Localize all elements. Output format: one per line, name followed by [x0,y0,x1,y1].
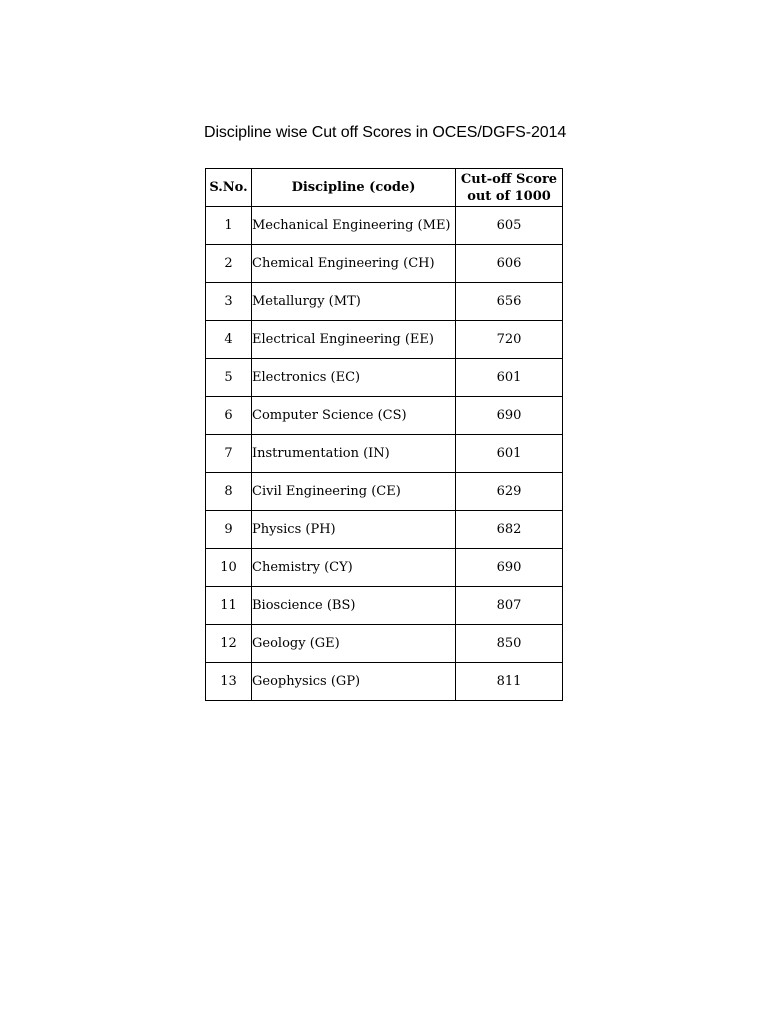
cell-sno: 5 [206,359,252,397]
table-row [206,321,563,359]
table-row [206,511,563,549]
header-score-line1: Cut-off Score [460,171,558,187]
cell-sno: 13 [206,663,252,701]
cell-discipline: Mechanical Engineering (ME) [252,207,456,245]
cell-discipline: Physics (PH) [252,511,456,549]
cell-score: 690 [456,397,563,435]
header-discipline: Discipline (code) [252,169,456,207]
table-row [206,473,563,511]
cell-sno: 4 [206,321,252,359]
header-score-line2: out of 1000 [467,188,551,204]
cell-sno: 6 [206,397,252,435]
cell-discipline: Chemistry (CY) [252,549,456,587]
document-title: Discipline wise Cut off Scores in OCES/DGFS-2014 [204,124,567,141]
cell-discipline: Geology (GE) [252,625,456,663]
cell-discipline: Bioscience (BS) [252,587,456,625]
cell-sno: 12 [206,625,252,663]
cell-discipline: Instrumentation (IN) [252,435,456,473]
cell-discipline: Chemical Engineering (CH) [252,245,456,283]
table-row [206,587,563,625]
cutoff-table [205,168,563,701]
cell-discipline: Metallurgy (MT) [252,283,456,321]
table-row [206,245,563,283]
cell-score: 720 [456,321,563,359]
cell-score: 601 [456,359,563,397]
cell-sno: 10 [206,549,252,587]
cell-score: 629 [456,473,563,511]
cell-score: 606 [456,245,563,283]
table-row [206,663,563,701]
cell-discipline: Electronics (EC) [252,359,456,397]
cell-discipline: Computer Science (CS) [252,397,456,435]
cell-sno: 11 [206,587,252,625]
cell-score: 811 [456,663,563,701]
cell-score: 656 [456,283,563,321]
cell-score: 601 [456,435,563,473]
cell-sno: 2 [206,245,252,283]
cell-sno: 8 [206,473,252,511]
header-score [456,169,563,207]
cell-sno: 1 [206,207,252,245]
cell-sno: 3 [206,283,252,321]
table-header-row [206,169,563,207]
cell-score: 690 [456,549,563,587]
table-row [206,435,563,473]
table-row [206,625,563,663]
cell-score: 605 [456,207,563,245]
table-row [206,397,563,435]
table-row [206,359,563,397]
cell-sno: 9 [206,511,252,549]
header-sno: S.No. [206,169,252,207]
cell-discipline: Civil Engineering (CE) [252,473,456,511]
cell-score: 807 [456,587,563,625]
cell-sno: 7 [206,435,252,473]
table-row [206,549,563,587]
cell-discipline: Electrical Engineering (EE) [252,321,456,359]
table-row [206,207,563,245]
cell-score: 850 [456,625,563,663]
table-row [206,283,563,321]
cell-score: 682 [456,511,563,549]
cell-discipline: Geophysics (GP) [252,663,456,701]
